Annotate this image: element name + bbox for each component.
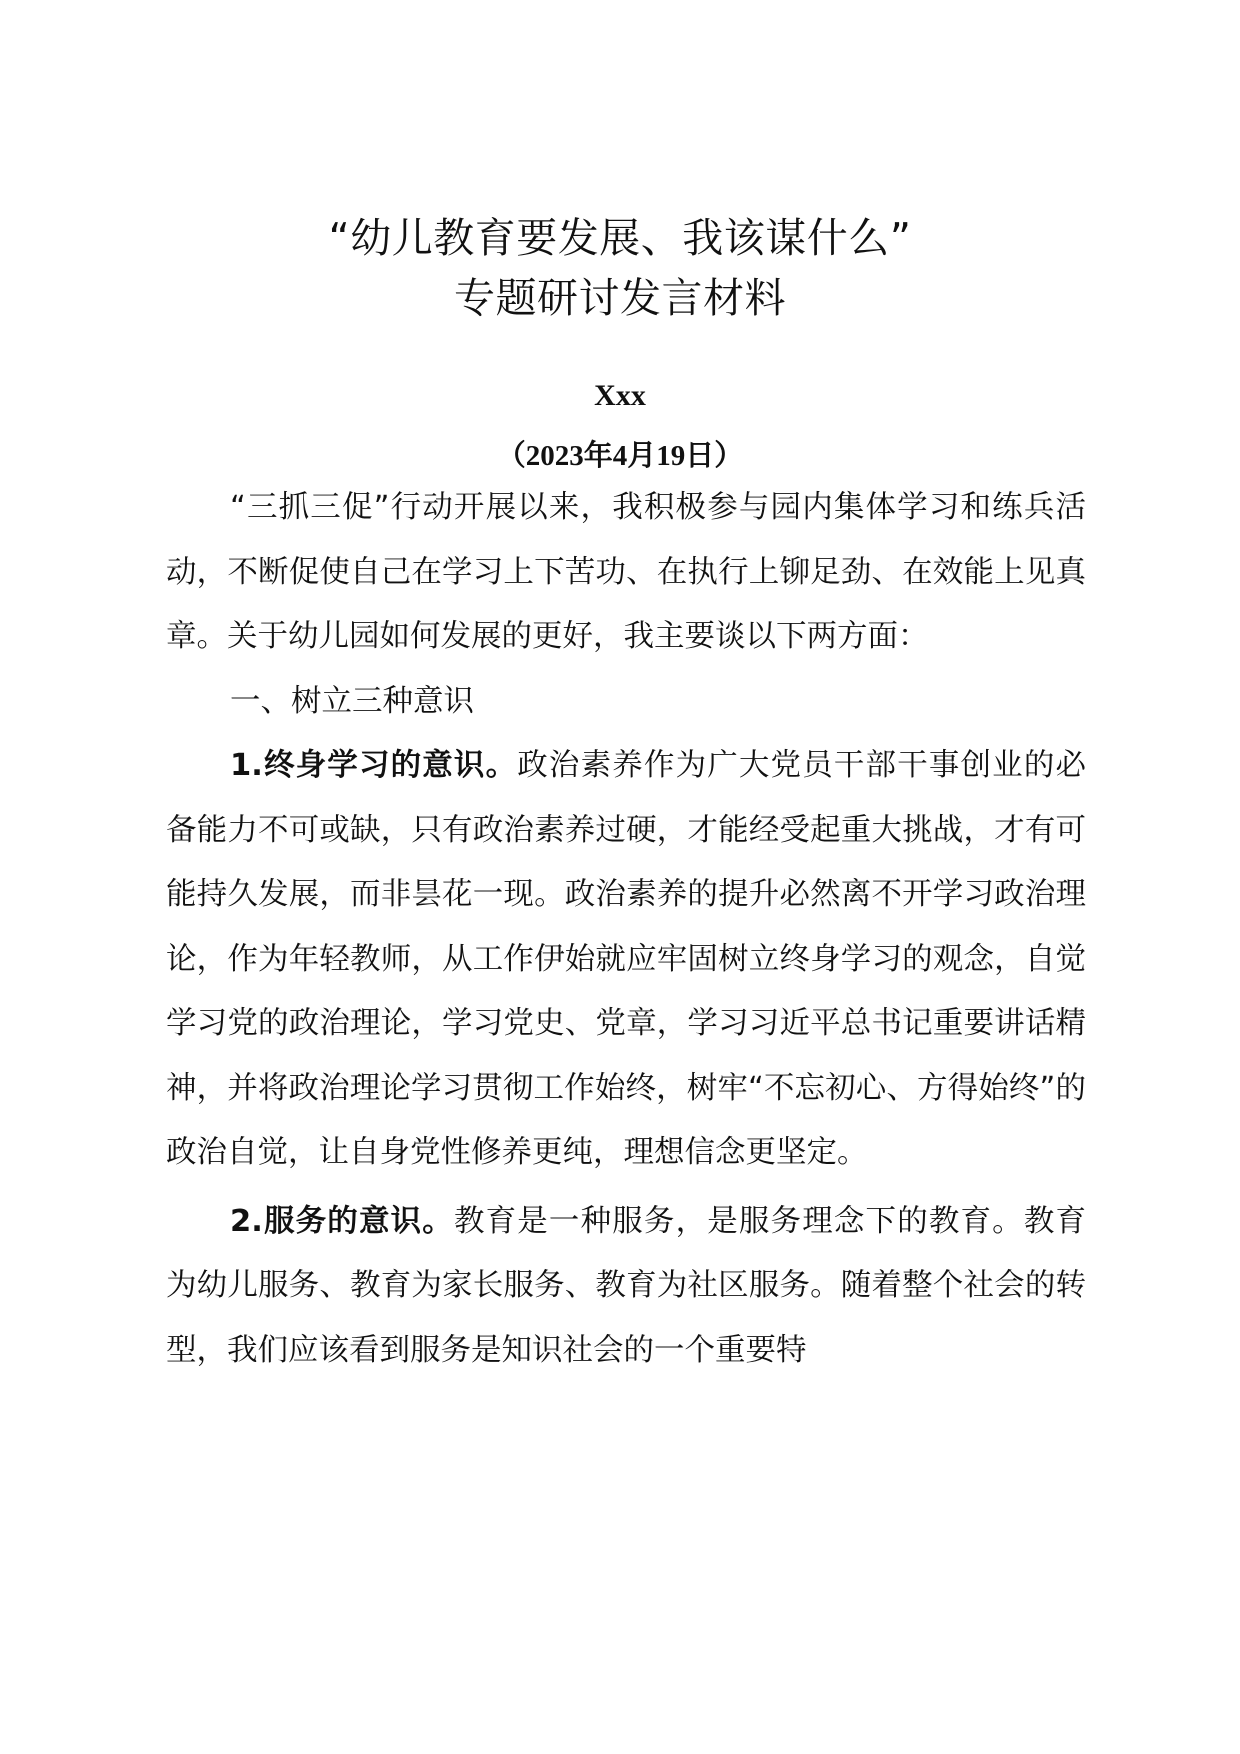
lead-lifelong-learning: 1.终身学习的意识。 <box>230 748 518 783</box>
intro-paragraph: “三抓三促”行动开展以来，我积极参与园内集体学习和练兵活动，不断促使自己在学习上下苦功、在执行上铆足劲、在效能上见真章。关于幼儿园如何发展的更好，我主要谈以下两方面： <box>166 490 1086 654</box>
paragraph-lifelong-learning <box>166 734 1086 1186</box>
section-heading-1: 一、树立三种意识 <box>230 683 474 719</box>
lead-service: 2.服务的意识。 <box>230 1203 454 1239</box>
title-line-2: 专题研讨发言材料 <box>454 274 786 322</box>
document-date: （2023年4月19日） <box>496 440 744 472</box>
paragraph-service <box>166 1190 1086 1384</box>
document-title <box>0 208 1240 328</box>
title-line-1: “幼儿教育要发展、我该谋什么” <box>328 214 912 262</box>
text-service: 教育是一种服务，是服务理念下的教育。教育为幼儿服务、教育为家长服务、教育为社区服务。随着整个社会的转型，我们应该看到服务是知识社会的一个重要特 <box>166 1203 1086 1368</box>
text-lifelong-learning: 政治素养作为广大党员干部干事创业的必备能力不可或缺，只有政治素养过硬，才能经受起重大挑战，才有可能持久发展，而非昙花一现。政治素养的提升必然离不开学习政治理论，作为年轻教师，从工作伊始就应牢固树立终身学习的观念，自觉学习党的政治理论，学习党史、党章，学习习近平总书记重要讲话精神，并将政治理论学习贯彻工作始终，树牢“不忘初心、方得始终”的政治自觉，让自身党性修养更纯，理想信念更坚定。 <box>166 748 1087 1170</box>
author-name: Xxx <box>594 379 646 412</box>
document-body <box>166 476 1086 1383</box>
